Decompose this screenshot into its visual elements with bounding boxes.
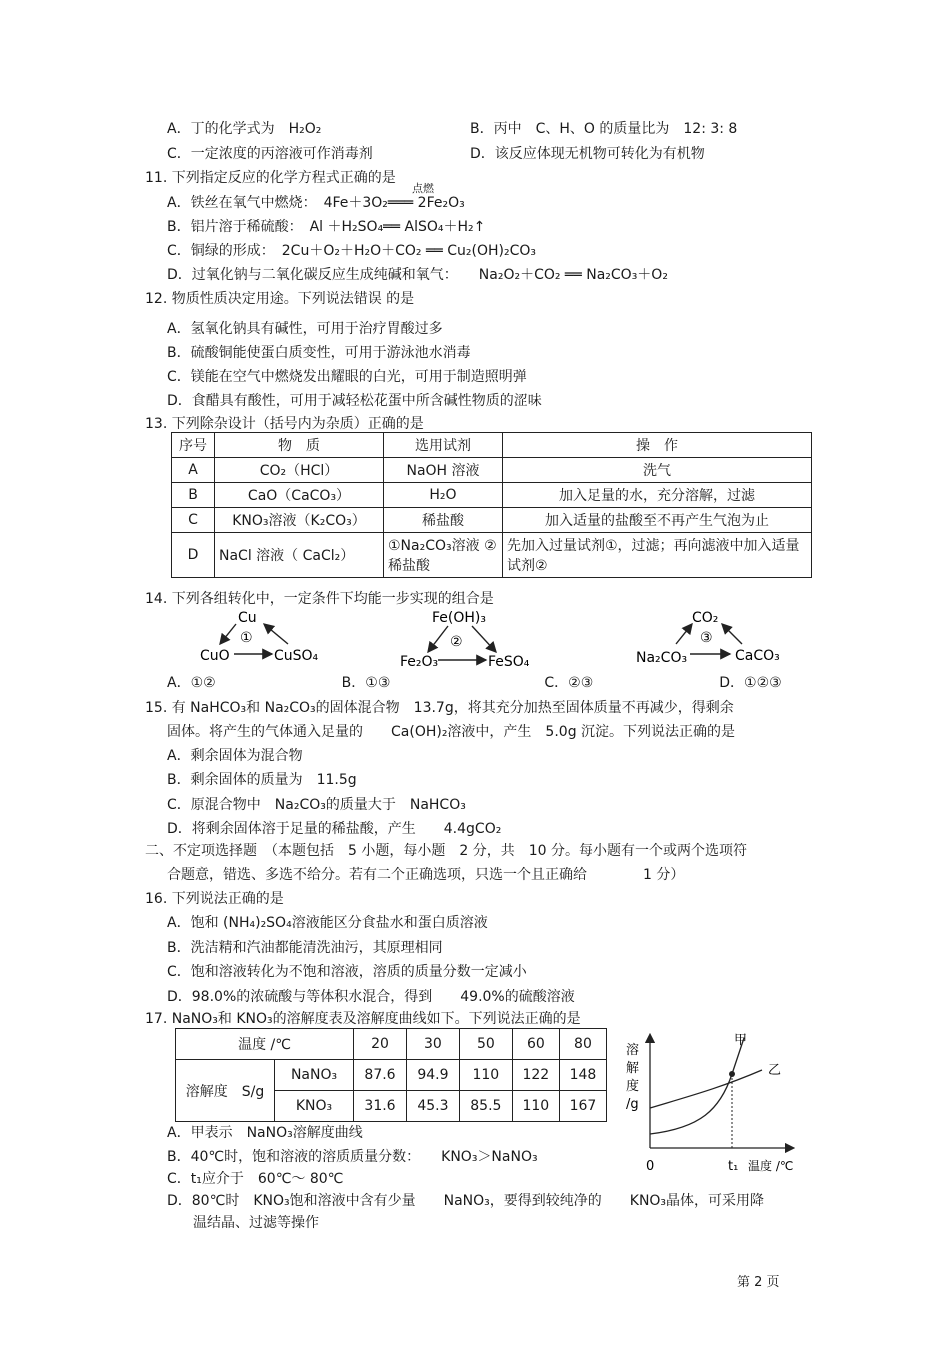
q10-option-c: C．一定浓度的丙溶液可作消毒剂 bbox=[167, 146, 373, 162]
section-2-heading: 二、不定项选择题 （本题包括 5 小题，每小题 2 分，共 10 分。每小题有一个或两个选项符 bbox=[145, 843, 747, 859]
table-cell: 87.6 bbox=[354, 1060, 407, 1091]
q15-stem-2: 固体。将产生的气体通入足量的 Ca(OH)₂溶液中，产生 5.0g 沉淀。下列说法正确的是 bbox=[167, 724, 736, 740]
solubility-label: 溶解度 S/g bbox=[176, 1060, 275, 1122]
table-header: 物 质 bbox=[215, 433, 384, 458]
q14-options: A．①② B．①③ C．②③ D．①②③ bbox=[167, 675, 782, 691]
page-number: 第 2 页 bbox=[737, 1275, 780, 1290]
table-cell: CaO（CaCO₃） bbox=[215, 483, 384, 508]
diagram-right: FeSO₄ bbox=[488, 654, 530, 670]
q17-solubility-table bbox=[175, 1028, 607, 1122]
table-cell: 加入足量的水，充分溶解，过滤 bbox=[503, 483, 812, 508]
diagram-left: Fe₂O₃ bbox=[400, 654, 439, 670]
diagram-right: CaCO₃ bbox=[735, 648, 780, 664]
table-cell: CO₂（HCl） bbox=[215, 458, 384, 483]
table-row bbox=[176, 1060, 607, 1091]
graph-ylabel-char: /g bbox=[626, 1097, 639, 1112]
table-cell: KNO₃ bbox=[275, 1091, 354, 1122]
graph-t1: t₁ bbox=[728, 1159, 739, 1174]
q15-stem: 15. 有 NaHCO₃和 Na₂CO₃的固体混合物 13.7g，将其充分加热至固体质量不再减少，得剩余 bbox=[145, 700, 734, 716]
q13-table bbox=[171, 432, 812, 578]
q17-solubility-graph bbox=[620, 1030, 800, 1180]
q11-stem: 11. 下列指定反应的化学方程式正确的是 bbox=[145, 170, 396, 186]
table-cell: A bbox=[172, 458, 215, 483]
q12-option-b: B．硫酸铜能使蛋白质变性，可用于游泳池水消毒 bbox=[167, 345, 471, 361]
table-header-row bbox=[172, 433, 812, 458]
q16-option-b: B．洗洁精和汽油都能清洗油污，其原理相同 bbox=[167, 940, 443, 956]
table-cell: 122 bbox=[512, 1060, 559, 1091]
q10-option-b: B．丙中 C、H、O 的质量比为 12: 3: 8 bbox=[470, 121, 738, 137]
table-cell: 20 bbox=[354, 1029, 407, 1060]
q16-option-d: D．98.0%的浓硫酸与等体积水混合，得到 49.0%的硫酸溶液 bbox=[167, 989, 575, 1005]
graph-xlabel: 温度 /℃ bbox=[748, 1159, 794, 1173]
table-row bbox=[172, 483, 812, 508]
q15-option-d: D．将剩余固体溶于足量的稀盐酸，产生 4.4gCO₂ bbox=[167, 821, 502, 837]
table-cell: NaNO₃ bbox=[275, 1060, 354, 1091]
diagram-3 bbox=[636, 610, 780, 666]
q11-option-b: B．铝片溶于稀硫酸： Al ＋H₂SO₄══ AlSO₄＋H₂↑ bbox=[167, 219, 486, 235]
curve-jia-label: 甲 bbox=[734, 1033, 748, 1048]
q14-diagrams bbox=[190, 608, 810, 670]
table-cell: D bbox=[172, 533, 215, 578]
diagram-top: CO₂ bbox=[692, 610, 719, 626]
table-cell: 50 bbox=[459, 1029, 512, 1060]
table-cell: 94.9 bbox=[406, 1060, 459, 1091]
table-cell: 60 bbox=[512, 1029, 559, 1060]
diagram-left: Na₂CO₃ bbox=[636, 650, 688, 666]
table-cell: 148 bbox=[559, 1060, 606, 1091]
q12-option-c: C．镁能在空气中燃烧发出耀眼的白光，可用于制造照明弹 bbox=[167, 369, 527, 385]
table-row bbox=[172, 458, 812, 483]
q12-option-d: D．食醋具有酸性，可用于减轻松花蛋中所含碱性物质的涩味 bbox=[167, 393, 542, 409]
diagram-num: ② bbox=[450, 634, 463, 650]
table-header: 序号 bbox=[172, 433, 215, 458]
q10-option-a: A．丁的化学式为 H₂O₂ bbox=[167, 121, 322, 137]
q17-stem: 17. NaNO₃和 KNO₃的溶解度表及溶解度曲线如下。下列说法正确的是 bbox=[145, 1011, 581, 1027]
diagram-2 bbox=[400, 610, 530, 670]
graph-ylabel-char: 溶 bbox=[626, 1043, 640, 1058]
curve-yi-label: 乙 bbox=[768, 1063, 782, 1078]
q17-option-d-cont: 温结晶、过滤等操作 bbox=[193, 1215, 319, 1231]
section-2-note: 合题意，错选、多选不给分。若有二个正确选项，只选一个且正确给 1 分） bbox=[167, 867, 685, 883]
curve-jia bbox=[650, 1038, 744, 1134]
q11-option-a: A．铁丝在氧气中燃烧： 4Fe＋3O₂═══ 2Fe₂O₃ bbox=[167, 195, 465, 211]
table-cell: 稀盐酸 bbox=[384, 508, 503, 533]
diagram-1 bbox=[200, 610, 319, 664]
q10-option-d: D．该反应体现无机物可转化为有机物 bbox=[470, 146, 705, 162]
table-cell: 110 bbox=[459, 1060, 512, 1091]
table-cell: 85.5 bbox=[459, 1091, 512, 1122]
table-header: 选用试剂 bbox=[384, 433, 503, 458]
q15-option-a: A．剩余固体为混合物 bbox=[167, 748, 303, 764]
q17-option-c: C．t₁应介于 60℃～ 80℃ bbox=[167, 1171, 344, 1187]
table-row bbox=[172, 533, 812, 578]
graph-ylabel-char: 解 bbox=[626, 1061, 640, 1076]
table-cell: B bbox=[172, 483, 215, 508]
graph-origin: 0 bbox=[646, 1159, 655, 1174]
table-cell: ①Na₂CO₃溶液 ②稀盐酸 bbox=[384, 533, 503, 578]
q11-option-d: D．过氧化钠与二氧化碳反应生成纯碱和氧气： Na₂O₂＋CO₂ ══ Na₂CO₃＋O₂ bbox=[167, 267, 668, 283]
table-row bbox=[172, 508, 812, 533]
temp-label: 温度 /℃ bbox=[176, 1029, 354, 1060]
diagram-right: CuSO₄ bbox=[274, 648, 319, 664]
q14-stem: 14. 下列各组转化中，一定条件下均能一步实现的组合是 bbox=[145, 591, 494, 607]
table-header: 操 作 bbox=[503, 433, 812, 458]
curve-yi bbox=[650, 1070, 762, 1108]
table-cell: KNO₃溶液（K₂CO₃） bbox=[215, 508, 384, 533]
q17-option-b: B．40℃时，饱和溶液的溶质质量分数： KNO₃＞NaNO₃ bbox=[167, 1149, 538, 1165]
diagram-num: ① bbox=[240, 630, 253, 646]
q11-option-c: C．铜绿的形成： 2Cu＋O₂＋H₂O＋CO₂ ══ Cu₂(OH)₂CO₃ bbox=[167, 243, 537, 259]
table-cell: NaCl 溶液（ CaCl₂） bbox=[215, 533, 384, 578]
table-cell: 30 bbox=[406, 1029, 459, 1060]
q16-option-c: C．饱和溶液转化为不饱和溶液，溶质的质量分数一定减小 bbox=[167, 964, 527, 980]
q11-condition: 点燃 bbox=[412, 182, 434, 195]
table-cell: 80 bbox=[559, 1029, 606, 1060]
q12-stem: 12. 物质性质决定用途。下列说法错误 的是 bbox=[145, 291, 415, 307]
diagram-top: Cu bbox=[238, 610, 257, 626]
table-cell: H₂O bbox=[384, 483, 503, 508]
diagram-num: ③ bbox=[700, 630, 713, 646]
table-cell: 110 bbox=[512, 1091, 559, 1122]
q13-stem: 13. 下列除杂设计（括号内为杂质）正确的是 bbox=[145, 416, 424, 432]
table-cell: C bbox=[172, 508, 215, 533]
q15-option-c: C．原混合物中 Na₂CO₃的质量大于 NaHCO₃ bbox=[167, 797, 466, 813]
table-cell: 先加入过量试剂①，过滤；再向滤液中加入适量试剂② bbox=[503, 533, 812, 578]
graph-ylabel-char: 度 bbox=[626, 1079, 640, 1094]
table-cell: 45.3 bbox=[406, 1091, 459, 1122]
q15-option-b: B．剩余固体的质量为 11.5g bbox=[167, 772, 357, 788]
q16-option-a: A．饱和 (NH₄)₂SO₄溶液能区分食盐水和蛋白质溶液 bbox=[167, 915, 488, 931]
diagram-left: CuO bbox=[200, 648, 230, 664]
diagram-top: Fe(OH)₃ bbox=[432, 610, 486, 626]
table-cell: 167 bbox=[559, 1091, 606, 1122]
table-cell: NaOH 溶液 bbox=[384, 458, 503, 483]
q17-option-d: D．80℃时 KNO₃饱和溶液中含有少量 NaNO₃，要得到较纯净的 KNO₃晶体，可采用降 bbox=[167, 1193, 765, 1209]
table-row bbox=[176, 1029, 607, 1060]
q12-option-a: A．氢氧化钠具有碱性，可用于治疗胃酸过多 bbox=[167, 321, 443, 337]
table-cell: 加入适量的盐酸至不再产生气泡为止 bbox=[503, 508, 812, 533]
q16-stem: 16. 下列说法正确的是 bbox=[145, 891, 284, 907]
table-cell: 31.6 bbox=[354, 1091, 407, 1122]
q17-option-a: A．甲表示 NaNO₃溶解度曲线 bbox=[167, 1125, 363, 1141]
table-cell: 洗气 bbox=[503, 458, 812, 483]
